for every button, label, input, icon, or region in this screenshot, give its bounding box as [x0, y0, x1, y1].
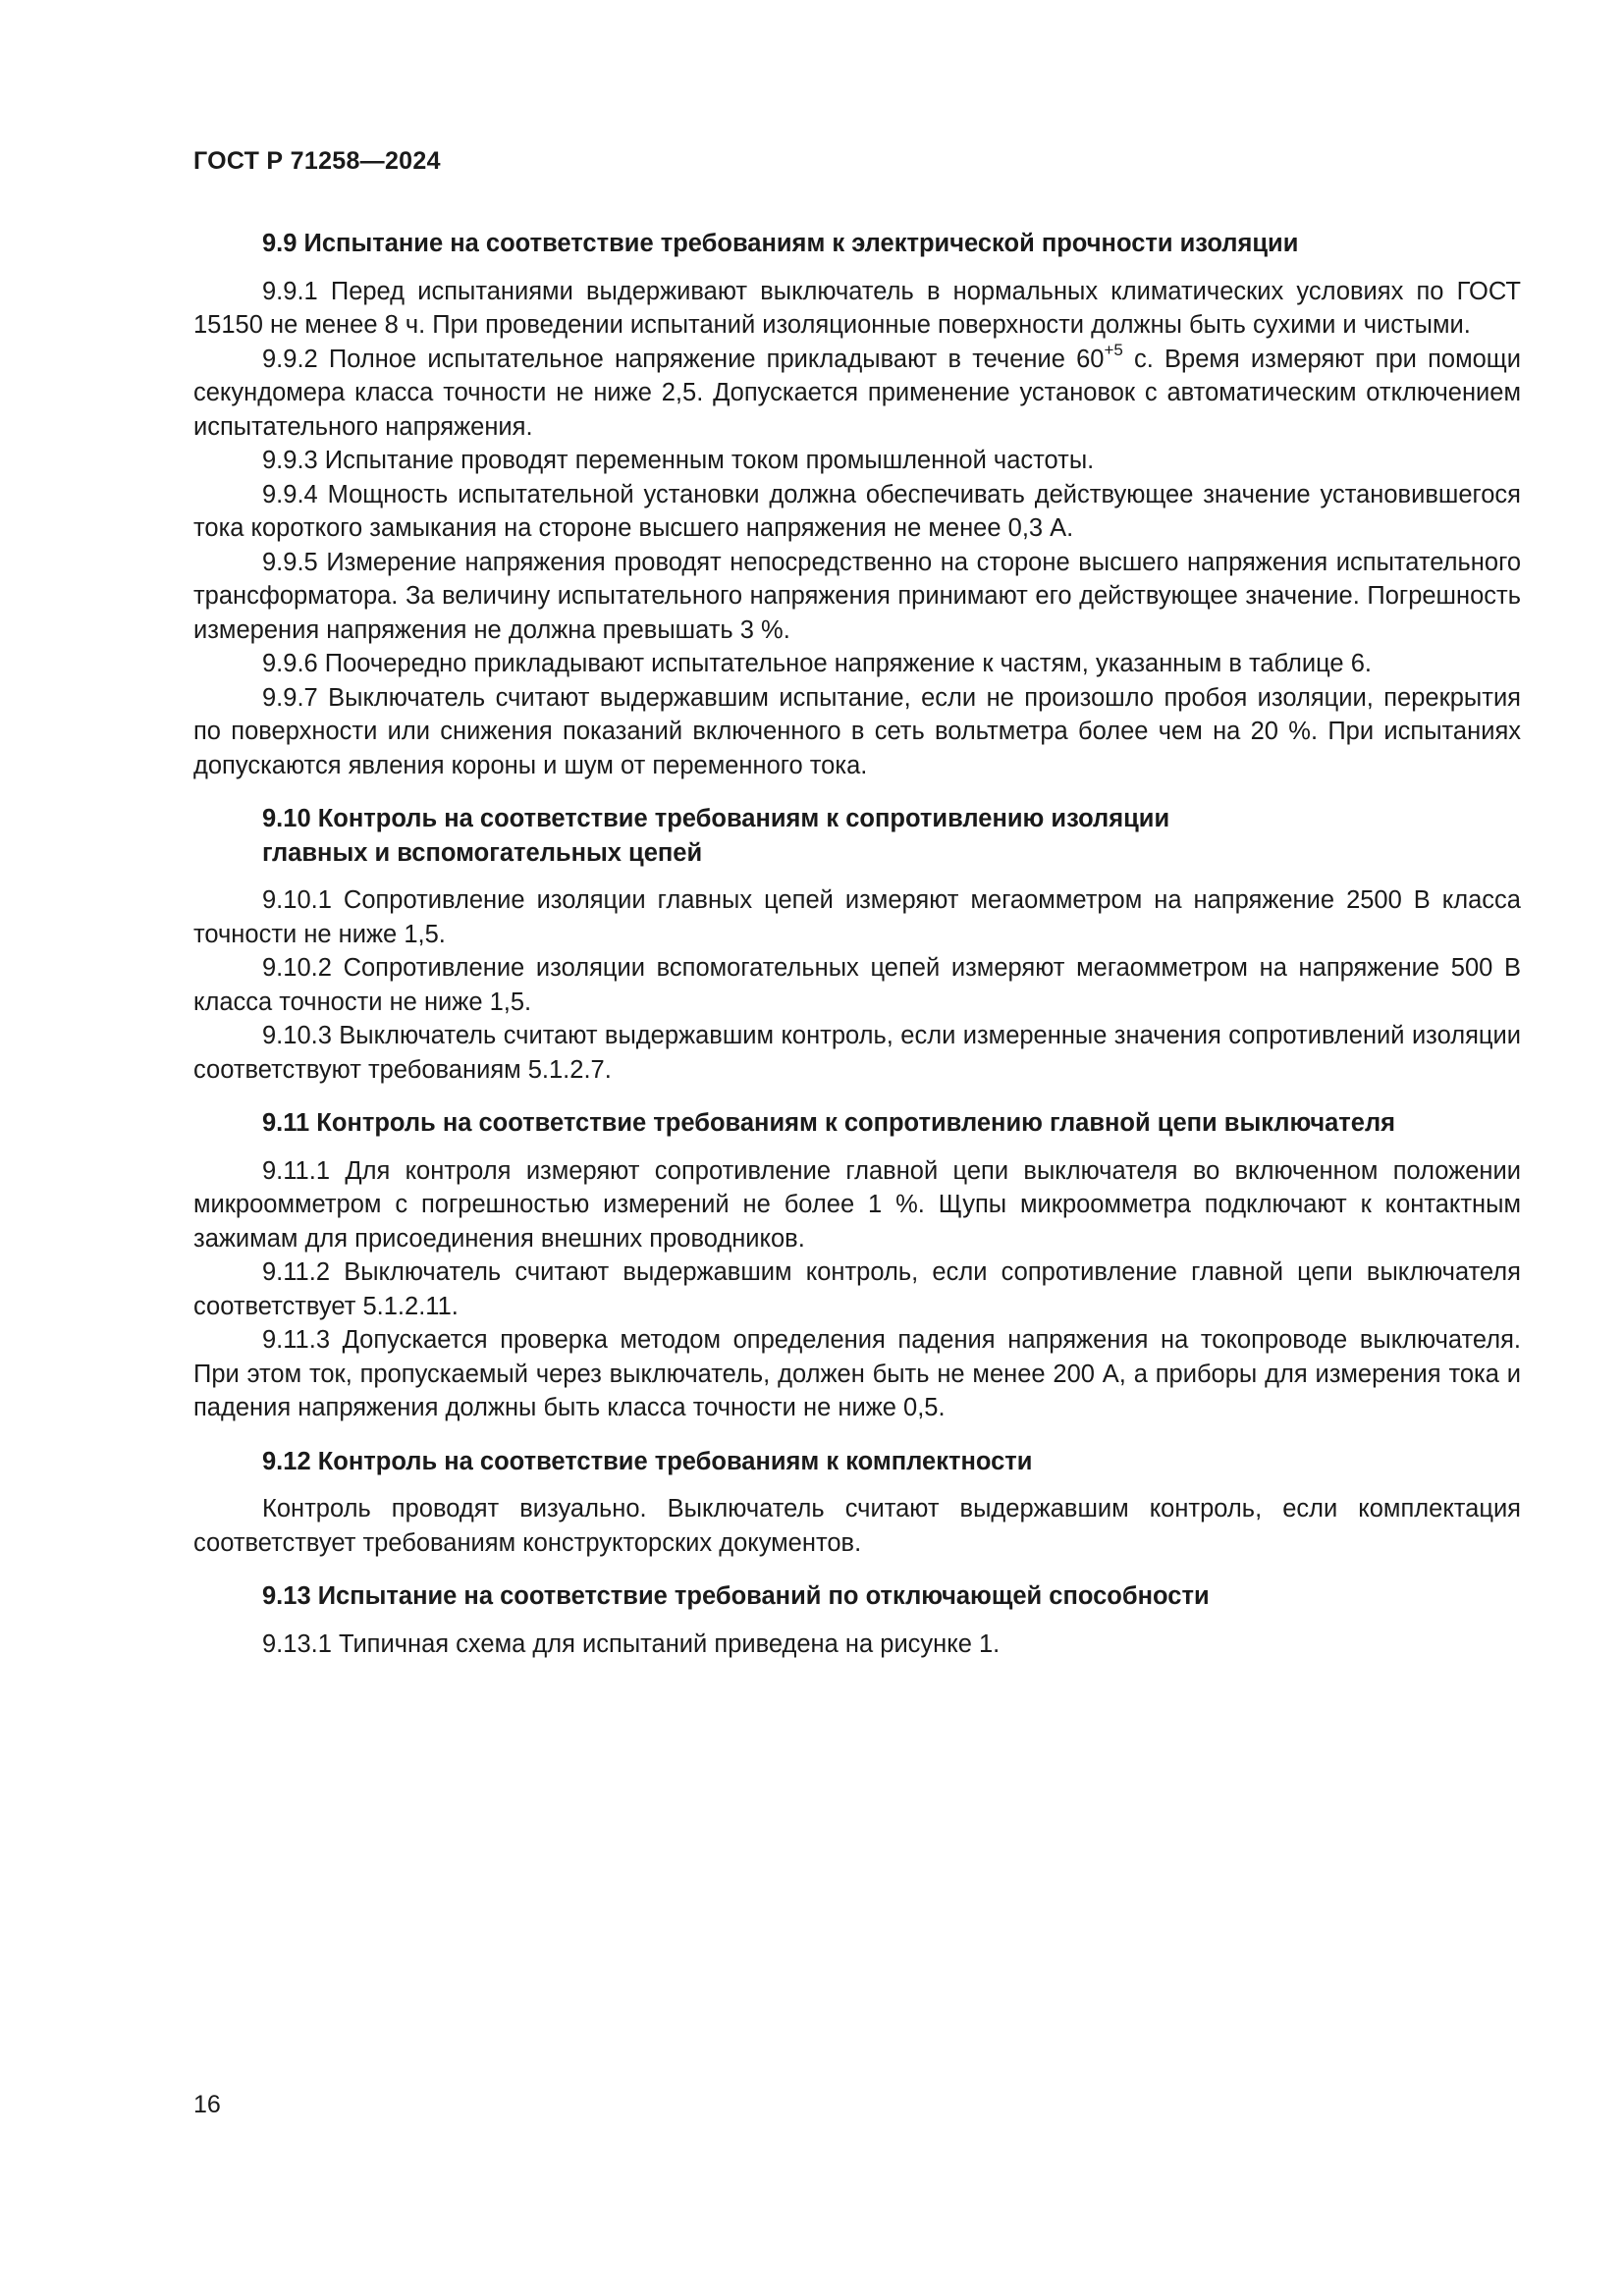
section-9-10-title-line-2: главных и вспомогательных цепей: [262, 838, 703, 867]
section-9-10-title-line-1: 9.10 Контроль на соответствие требованиям к сопротивлению изоляции: [262, 805, 1170, 832]
paragraph-9-9-5: 9.9.5 Измерение напряжения проводят непосредственно на стороне высшего напряжения испытательного трансформатора. За величину испытательного напряжения принимают его действующее значение. Погрешность измерения напряжения не должна превышать 3 %.: [193, 548, 1521, 644]
page-number: 16: [193, 2091, 221, 2118]
section-9-13-title: 9.13 Испытание на соответствие требований по отключающей способности: [262, 1582, 1210, 1610]
section-9-10-title: [193, 802, 1521, 870]
paragraph-9-10-3: 9.10.3 Выключатель считают выдержавшим контроль, если измеренные значения сопротивлений изоляции соответствуют требованиям 5.1.2.7.: [193, 1022, 1521, 1084]
paragraph-9-9-3: 9.9.3 Испытание проводят переменным током промышленной частоты.: [262, 447, 1095, 474]
paragraph-9-11-3: 9.11.3 Допускается проверка методом определения падения напряжения на токопроводе выключателя. При этом ток, пропускаемый через выключатель, должен быть не менее 200 А, а приборы для измерения тока и падения напряжения должны быть класса точности не ниже 0,5.: [193, 1326, 1521, 1421]
paragraph-9-9-7: 9.9.7 Выключатель считают выдержавшим испытание, если не произошло пробоя изоляции, перекрытия по поверхности или снижения показаний включенного в сеть вольтметра более чем на 20 %. При испытаниях допускаются явления короны и шум от переменного тока.: [193, 683, 1521, 779]
paragraph-9-12-1: Контроль проводят визуально. Выключатель считают выдержавшим контроль, если комплектация соответствует требованиям конструкторских документов.: [193, 1495, 1521, 1557]
paragraph-9-9-1: 9.9.1 Перед испытаниями выдерживают выключатель в нормальных климатических условиях по ГОСТ 15150 не менее 8 ч. При проведении испытаний изоляционные поверхности должны быть сухими и чистыми.: [193, 277, 1521, 339]
paragraph-9-10-1: 9.10.1 Сопротивление изоляции главных цепей измеряют мегаомметром на напряжение 2500 В класса точности не ниже 1,5.: [193, 886, 1521, 948]
paragraph-9-13-1: 9.13.1 Типичная схема для испытаний приведена на рисунке 1.: [262, 1629, 1001, 1658]
tolerance-superscript: +5: [1104, 340, 1123, 359]
paragraph-9-10-2: 9.10.2 Сопротивление изоляции вспомогательных цепей измеряют мегаомметром на напряжение 500 В класса точности не ниже 1,5.: [193, 954, 1521, 1016]
page-content: [193, 227, 1521, 1661]
paragraph-9-11-1: 9.11.1 Для контроля измеряют сопротивление главной цепи выключателя во включенном положении микроомметром с погрешностью измерений не более 1 %. Щупы микроомметра подключают к контактным зажимам для присоединения внешних проводников.: [193, 1156, 1521, 1253]
document-code-header: ГОСТ Р 71258—2024: [193, 147, 441, 175]
paragraph-9-9-2-part-a: 9.9.2 Полное испытательное напряжение прикладывают в течение 60: [262, 345, 1105, 373]
section-9-9-title: 9.9 Испытание на соответствие требованиям к электрической прочности изоляции: [262, 230, 1299, 257]
paragraph-9-11-2: 9.11.2 Выключатель считают выдержавшим контроль, если сопротивление главной цепи выключателя соответствует 5.1.2.11.: [193, 1258, 1521, 1320]
paragraph-9-9-2-part-b: с. Время измеряют при помощи секундомера класса точности не ниже 2,5. Допускается применение установок с автоматическим отключением испытательного напряжения.: [193, 345, 1522, 441]
section-9-11-title: 9.11 Контроль на соответствие требованиям к сопротивлению главной цепи выключателя: [262, 1109, 1396, 1137]
paragraph-9-9-2: [193, 340, 1522, 445]
paragraph-9-9-6: 9.9.6 Поочередно прикладывают испытательное напряжение к частям, указанным в таблице 6.: [262, 650, 1372, 677]
paragraph-9-9-4: 9.9.4 Мощность испытательной установки должна обеспечивать действующее значение установившегося тока короткого замыкания на стороне высшего напряжения не менее 0,3 А.: [193, 480, 1521, 542]
section-9-12-title: 9.12 Контроль на соответствие требованиям к комплектности: [262, 1447, 1033, 1475]
